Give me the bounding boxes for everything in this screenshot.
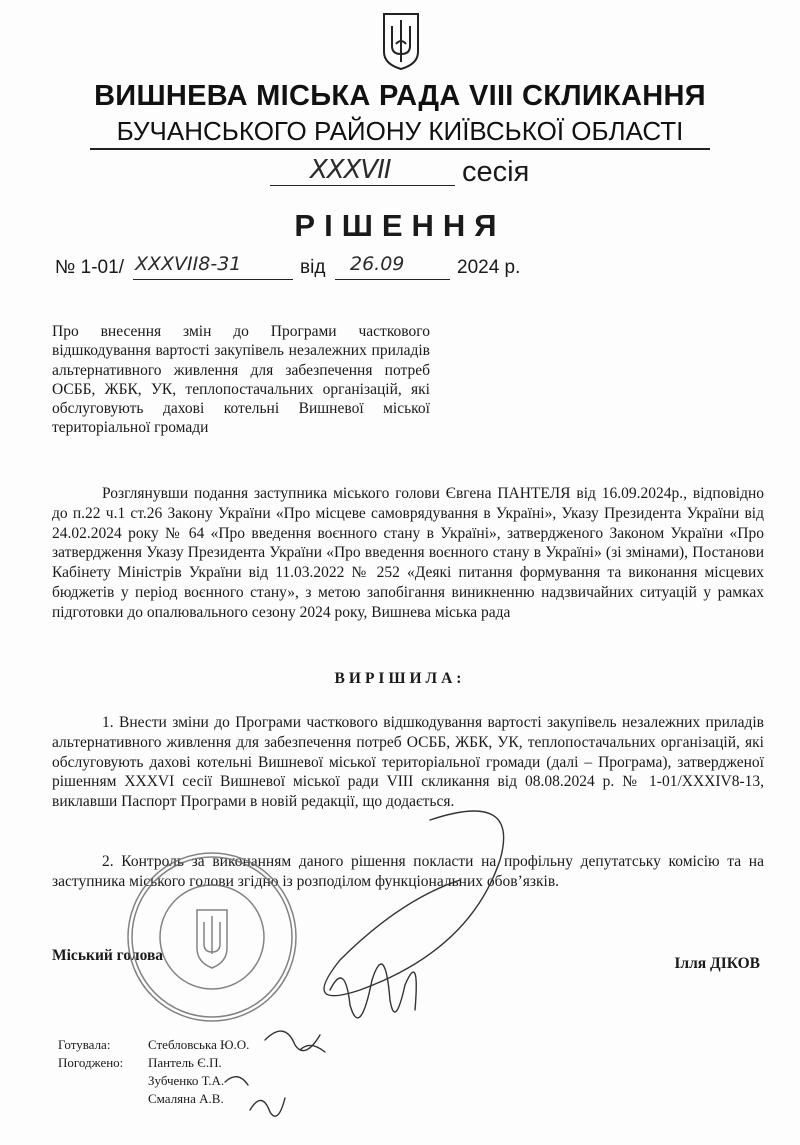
agreed-by-1: Пантель Є.П. — [148, 1055, 222, 1070]
date-prefix: від — [300, 257, 326, 278]
agreed-label: Погоджено: — [58, 1055, 124, 1070]
district-title: БУЧАНСЬКОГО РАЙОНУ КИЇВСЬКОЇ ОБЛАСТІ — [116, 116, 684, 146]
number-prefix: № 1-01/ — [55, 257, 124, 278]
council-title: ВИШНЕВА МІСЬКА РАДА VIII СКЛИКАННЯ — [94, 80, 706, 112]
header-divider — [90, 148, 710, 150]
session-line — [270, 155, 570, 189]
decided-heading: ВИРІШИЛА: — [334, 670, 466, 687]
decision-item-1: 1. Внести зміни до Програми часткового відшкодування вартості закупівель незалежних приладів альтернативного живлення для забезпечення потреб ОСББ, ЖБК, УК, теплопостачальних організацій, які обслуговують дахові котельні Вишневої міської територіальної громади (далі – Програма), затвердженої рішенням XXXVI сесії Вишневої міської ради VIII скликання від 08.08.2024 р. № 1-01/XXXIV8-13, виклавши Паспорт Програми в новій редакції, що додається. — [52, 714, 764, 811]
decision-date: 26.09 — [350, 253, 405, 275]
prepared-label: Готувала: — [58, 1037, 111, 1052]
preamble-paragraph: Розглянувши подання заступника міського голови Євгена ПАНТЕЛЯ від 16.09.2024р., відповідно до п.22 ч.1 ст.26 Закону України «Про місцеве самоврядування в Україні», Указу Президента України від 24.02.2024 року № 64 «Про введення воєнного стану в Україні», затвердженого Законом України «Про затвердження Указу Президента України «Про введення воєнного стану в Україні» (зі змінами), Постанови Кабінету Міністрів України від 11.03.2022 № 252 «Деякі питання формування та виконання місцевих бюджетів у період воєнного стану», з метою запобігання виникненню надзвичайних ситуацій у рамках підготовки до опалювального сезону 2024 року, Вишнева міська рада — [52, 485, 764, 621]
decision-number-line — [55, 253, 555, 287]
document-type-title: РІШЕННЯ — [294, 208, 506, 243]
decision-number: XXXVII8-31 — [135, 253, 242, 275]
mayor-name: Ілля ДІКОВ — [674, 955, 760, 972]
mayor-title: Міський голова — [52, 947, 164, 964]
session-number: XXXVII — [310, 155, 391, 185]
decision-year: 2024 р. — [457, 257, 521, 278]
session-label: сесія — [462, 156, 530, 188]
decision-item-2: 2. Контроль за виконанням даного рішення покласти на профільну депутатську комісію та на заступника міського голови згідно із розподілом функціональних обов’язків. — [52, 853, 764, 890]
decision-subject: Про внесення змін до Програми часткового відшкодування вартості закупівель незалежних приладів альтернативного живлення для забезпечення потреб ОСББ, ЖБК, УК, теплопостачальних організацій, які обслуговують дахові котельні Вишневої міської територіальної громади — [52, 323, 430, 437]
agreed-by-2: Зубченко Т.А. — [148, 1073, 225, 1088]
prepared-by: Стебловська Ю.О. — [148, 1037, 250, 1052]
agreed-by-3: Смаляна А.В. — [148, 1091, 224, 1106]
coat-of-arms-icon — [382, 12, 420, 70]
